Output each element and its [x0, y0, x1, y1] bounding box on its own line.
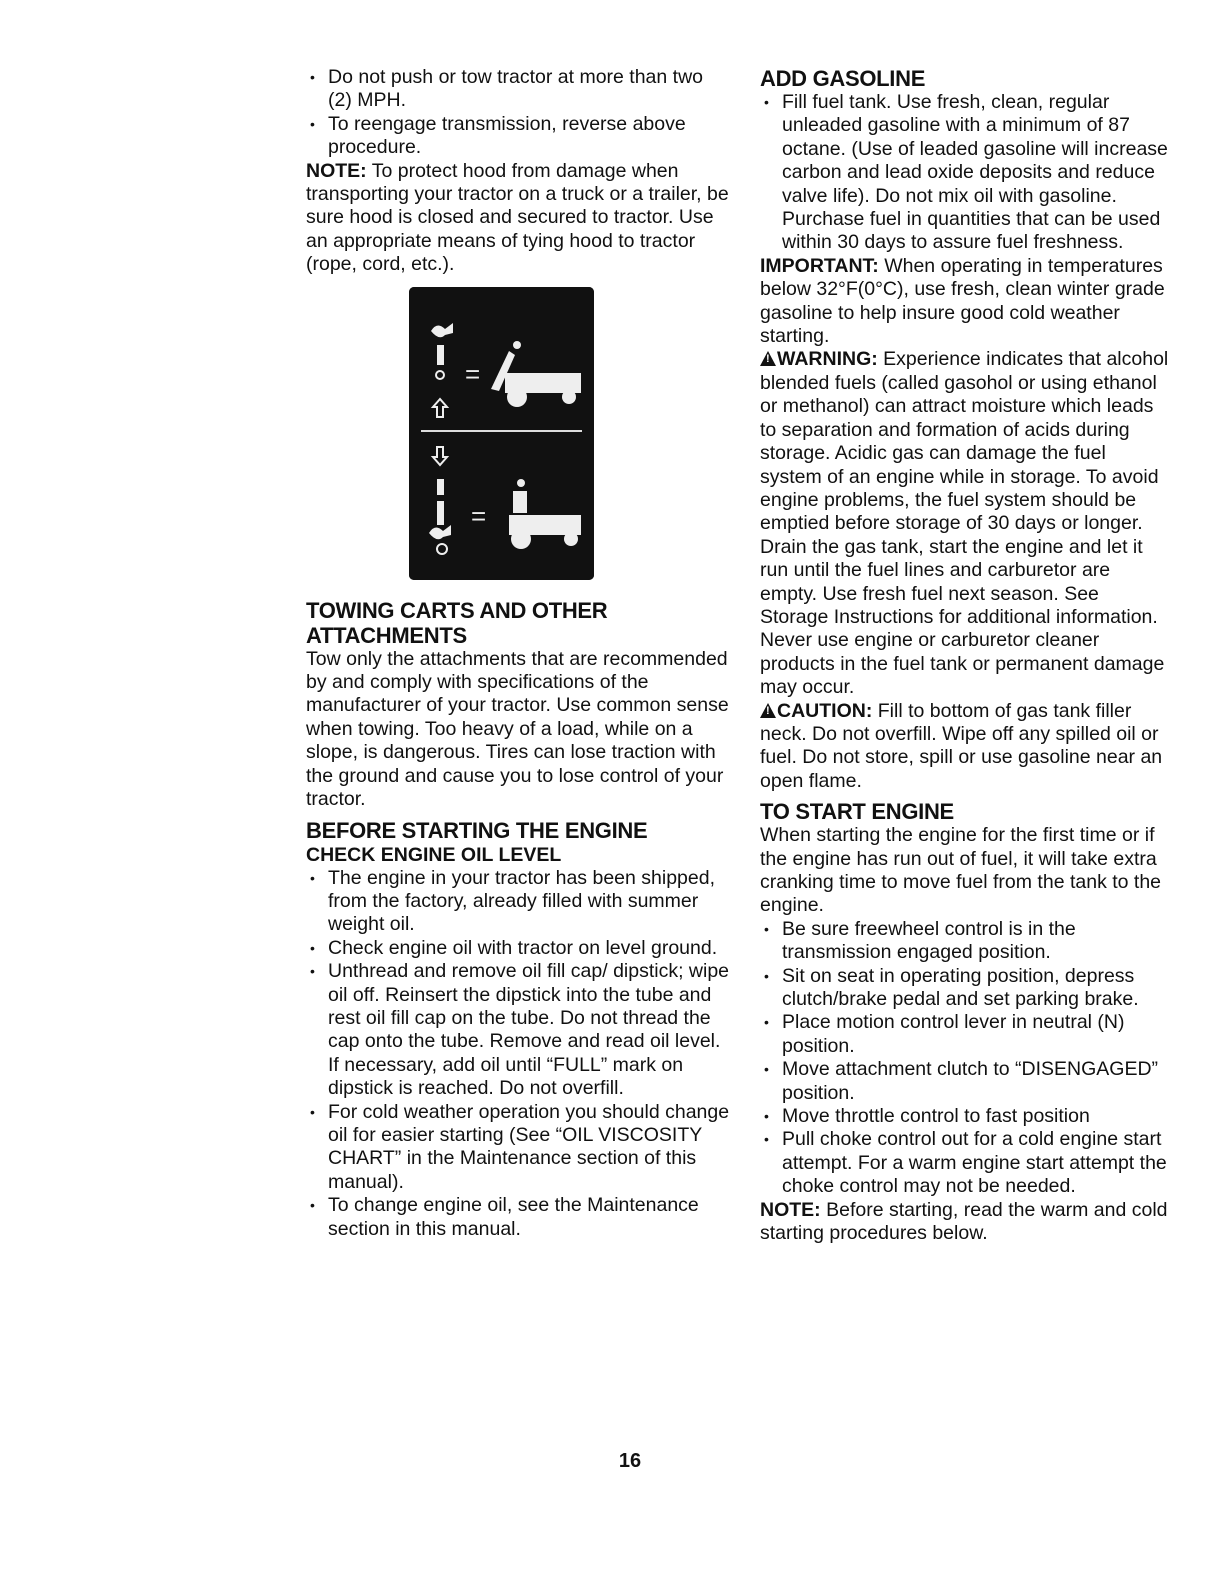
note-text: To protect hood from damage when transporting your tractor on a truck or a trailer, be sure hood is closed and secured to tractor. Use an appropriate means of tying hood to tractor (rope, cord, etc.).: [306, 159, 729, 276]
caution-label: CAUTION:: [777, 699, 873, 722]
right-column: [760, 66, 1170, 1246]
list-item: • Place motion control lever in neutral (N) position.: [760, 1011, 1170, 1058]
page-number: 16: [618, 1450, 642, 1472]
list-item: • The engine in your tractor has been shipped, from the factory, already filled with summer weight oil.: [306, 867, 731, 937]
important-text: When operating in temperatures below 32°F(0°C), use fresh, clean winter grade gasoline to help insure good cold weather starting.: [760, 254, 1165, 348]
list-item: • Move attachment clutch to “DISENGAGED” position.: [760, 1058, 1170, 1105]
caution-text: Fill to bottom of gas tank filler neck. Do not overfill. Wipe off any spilled oil or fuel. Do not store, spill or use gasoline near an open flame.: [760, 699, 1163, 792]
start-engine-heading: TO START ENGINE: [760, 799, 954, 825]
warning-label: WARNING:: [777, 348, 878, 371]
list-item: • For cold weather operation you should change oil for easier starting (See “OIL VISCOSITY CHART” in the Maintenance section of this manual).: [306, 1101, 731, 1195]
towing-text: Tow only the attachments that are recommended by and comply with specifications of the manufacturer of your tractor. Use common sense when towing. Too heavy of a load, while on a slope, is dangerous. Tires can lose traction with the ground and cause you to lose control of your tractor.: [306, 647, 729, 811]
check-oil-subheading: CHECK ENGINE OIL LEVEL: [306, 843, 562, 866]
list-item: • Unthread and remove oil fill cap/ dipstick; wipe oil off. Reinsert the dipstick into the tube and rest oil fill cap on the tube. Do not thread the cap onto the tube. Remove and read oil level. If necessary, add oil until “FULL” mark on dipstick is reached. Do not overfill.: [306, 960, 731, 1100]
caution-note: [760, 700, 1170, 794]
note-text: Before starting, read the warm and cold starting procedures below.: [760, 1198, 1168, 1245]
note-label: NOTE:: [306, 159, 367, 182]
list-item: • Check engine oil with tractor on level ground.: [306, 937, 731, 960]
towing-heading: TOWING CARTS AND OTHER ATTACHMENTS: [306, 597, 608, 648]
list-item: • To reengage transmission, reverse above procedure.: [306, 113, 731, 160]
start-steps-list: [760, 918, 1170, 1199]
oil-check-list: [306, 867, 731, 1242]
start-note: [760, 1199, 1170, 1246]
warning-icon: [760, 351, 776, 366]
add-gasoline-heading: ADD GASOLINE: [760, 66, 926, 91]
note-label: NOTE:: [760, 1198, 821, 1221]
important-label: IMPORTANT:: [760, 254, 879, 277]
equals-symbol: =: [471, 500, 487, 531]
list-item: • Sit on seat in operating position, depress clutch/brake pedal and set parking brake.: [760, 965, 1170, 1012]
list-item: • Do not push or tow tractor at more than two (2) MPH.: [306, 66, 731, 113]
gasoline-list: [760, 91, 1170, 255]
caution-icon: [760, 703, 776, 718]
list-item: • Fill fuel tank. Use fresh, clean, regular unleaded gasoline with a minimum of 87 octane. (Use of leaded gasoline will increase carbon and lead oxide deposits and reduce valve life). Do not mix oil with gasoline. Purchase fuel in quantities that can be used within 30 days to assure fuel freshness.: [760, 91, 1170, 255]
list-item: • Move throttle control to fast position: [760, 1105, 1170, 1128]
freewheel-decal-figure: [409, 287, 594, 580]
hood-note: [306, 160, 731, 277]
warning-note: [760, 348, 1170, 699]
list-item: • To change engine oil, see the Maintenance section in this manual.: [306, 1194, 731, 1241]
warning-text: Experience indicates that alcohol blended fuels (called gasohol or using ethanol or methanol) can attract moisture which leads to separation and formation of acids during storage. Acidic gas can damage the fuel system of an engine while in storage. To avoid engine problems, the fuel system should be emptied before storage of 30 days or longer. Drain the gas tank, start the engine and let it run until the fuel lines and carburetor are empty. Use fresh fuel next season. See Storage Instructions for additional information. Never use engine or carburetor cleaner products in the fuel tank or permanent damage may occur.: [760, 348, 1169, 699]
tow-limit-list: [306, 66, 731, 160]
freewheel-decal-icon: [409, 287, 594, 580]
equals-symbol: =: [465, 358, 481, 389]
left-column: [306, 66, 731, 1241]
important-note: [760, 255, 1170, 349]
list-item: • Be sure freewheel control is in the transmission engaged position.: [760, 918, 1170, 965]
start-intro-text: When starting the engine for the first time or if the engine has run out of fuel, it will take extra cranking time to move fuel from the tank to the engine.: [760, 824, 1162, 917]
list-item: • Pull choke control out for a cold engine start attempt. For a warm engine start attempt the choke control may not be needed.: [760, 1128, 1170, 1198]
before-starting-heading: BEFORE STARTING THE ENGINE: [306, 817, 648, 843]
